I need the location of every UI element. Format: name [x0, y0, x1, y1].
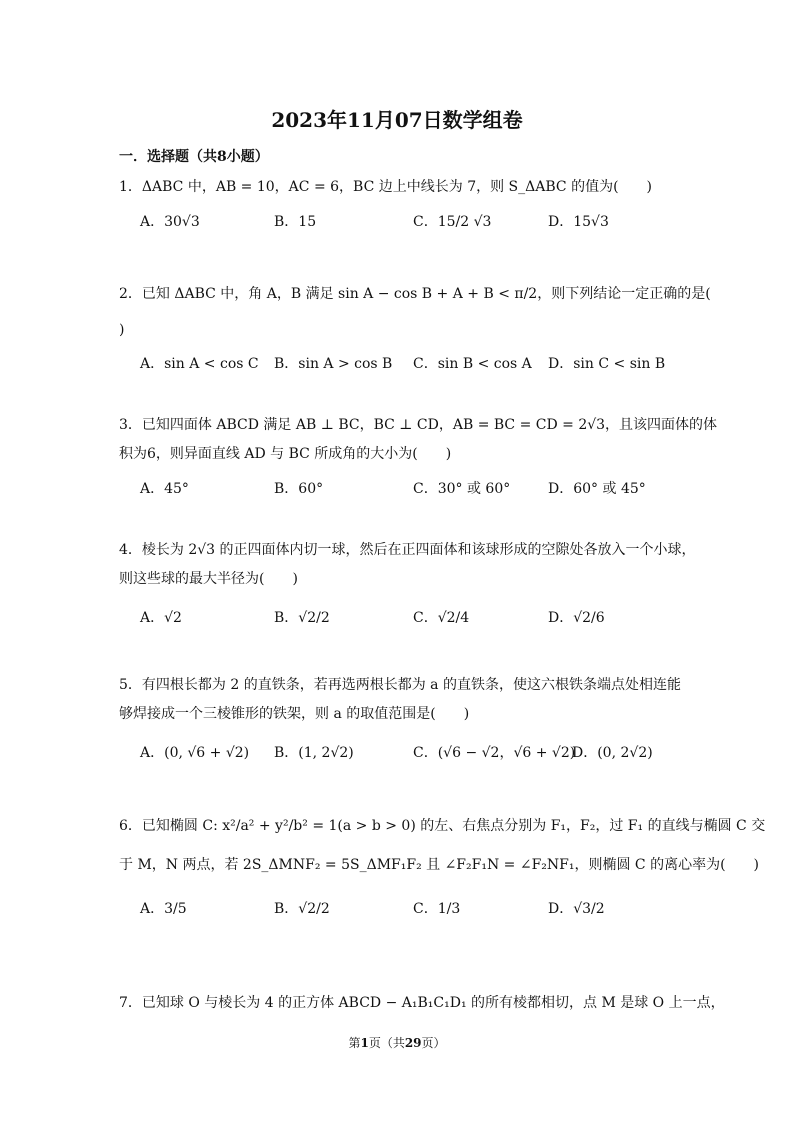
- question-5-option-a: A．(0, √6 + √2): [140, 745, 250, 761]
- question-3-option-d: D．60° 或 45°: [548, 481, 646, 497]
- question-4-option-d: D．√2/6: [548, 610, 605, 626]
- question-1-option-a: A．30√3: [140, 214, 200, 230]
- question-2-option-c: C．sin B < cos A: [413, 356, 532, 372]
- page-title: 2023年11月07日数学组卷: [271, 108, 523, 132]
- question-6-line-1: 6．已知椭圆 C: x²/a² + y²/b² = 1(a > b > 0) 的左、右焦点分别为 F₁，F₂，过 F₁ 的直线与椭圆 C 交: [119, 818, 766, 834]
- footer-prefix: 第: [348, 1036, 361, 1050]
- question-2-line-1: 2．已知 ΔABC 中，角 A，B 满足 sin A − cos B + A + B < π/2，则下列结论一定正确的是(: [119, 286, 711, 302]
- question-1-option-b: B．15: [274, 214, 317, 230]
- question-4-option-a: A．√2: [140, 610, 182, 626]
- question-2-option-b: B．sin A > cos B: [274, 356, 393, 372]
- question-6-option-a: A．3/5: [140, 901, 187, 917]
- question-4-line-2: 则这些球的最大半径为( ): [119, 571, 298, 587]
- question-3-line-1: 3．已知四面体 ABCD 满足 AB ⊥ BC，BC ⊥ CD，AB = BC = CD = 2√3，且该四面体的体: [119, 417, 718, 433]
- question-4-option-b: B．√2/2: [274, 610, 330, 626]
- page-footer: [0, 1034, 794, 1051]
- question-3-option-c: C．30° 或 60°: [413, 481, 511, 497]
- question-6-option-b: B．√2/2: [274, 901, 330, 917]
- footer-mid: 页（共: [368, 1036, 405, 1050]
- question-3-option-a: A．45°: [140, 481, 189, 497]
- question-1-option-d: D．15√3: [548, 214, 609, 230]
- question-5-option-d: D．(0, 2√2): [572, 745, 653, 761]
- question-5-line-1: 5．有四根长都为 2 的直铁条，若再选两根长都为 a 的直铁条，使这六根铁条端点处相连能: [119, 677, 681, 693]
- question-2-option-d: D．sin C < sin B: [548, 356, 666, 372]
- question-6-option-d: D．√3/2: [548, 901, 605, 917]
- question-7-line-1: 7．已知球 O 与棱长为 4 的正方体 ABCD − A₁B₁C₁D₁ 的所有棱都相切，点 M 是球 O 上一点，: [119, 995, 725, 1011]
- question-5-option-c: C．(√6 − √2，√6 + √2): [413, 745, 576, 761]
- footer-total-pages: 29: [404, 1036, 422, 1050]
- question-2-line-2: ): [119, 322, 125, 338]
- question-2-option-a: A．sin A < cos C: [140, 356, 259, 372]
- question-1-line-1: 1．ΔABC 中，AB = 10，AC = 6，BC 边上中线长为 7，则 S_ΔABC 的值为( ): [119, 179, 653, 195]
- question-1-option-c: C．15/2 √3: [413, 214, 492, 230]
- question-5-option-b: B．(1, 2√2): [274, 745, 354, 761]
- question-4-line-1: 4．棱长为 2√3 的正四面体内切一球，然后在正四面体和该球形成的空隙处各放入一个小球，: [119, 542, 696, 558]
- footer-suffix: 页）: [421, 1036, 446, 1050]
- question-6-option-c: C．1/3: [413, 901, 461, 917]
- question-4-option-c: C．√2/4: [413, 610, 470, 626]
- question-5-line-2: 够焊接成一个三棱锥形的铁架，则 a 的取值范围是( ): [119, 706, 470, 722]
- question-3-option-b: B．60°: [274, 481, 324, 497]
- question-6-line-2: 于 M，N 两点，若 2S_ΔMNF₂ = 5S_ΔMF₁F₂ 且 ∠F₂F₁N = ∠F₂NF₁，则椭圆 C 的离心率为( ): [119, 857, 760, 873]
- question-3-line-2: 积为6，则异面直线 AD 与 BC 所成角的大小为( ): [119, 446, 452, 462]
- footer-page-number: 1: [360, 1036, 369, 1050]
- section-heading: 一．选择题（共8小题）: [119, 149, 269, 165]
